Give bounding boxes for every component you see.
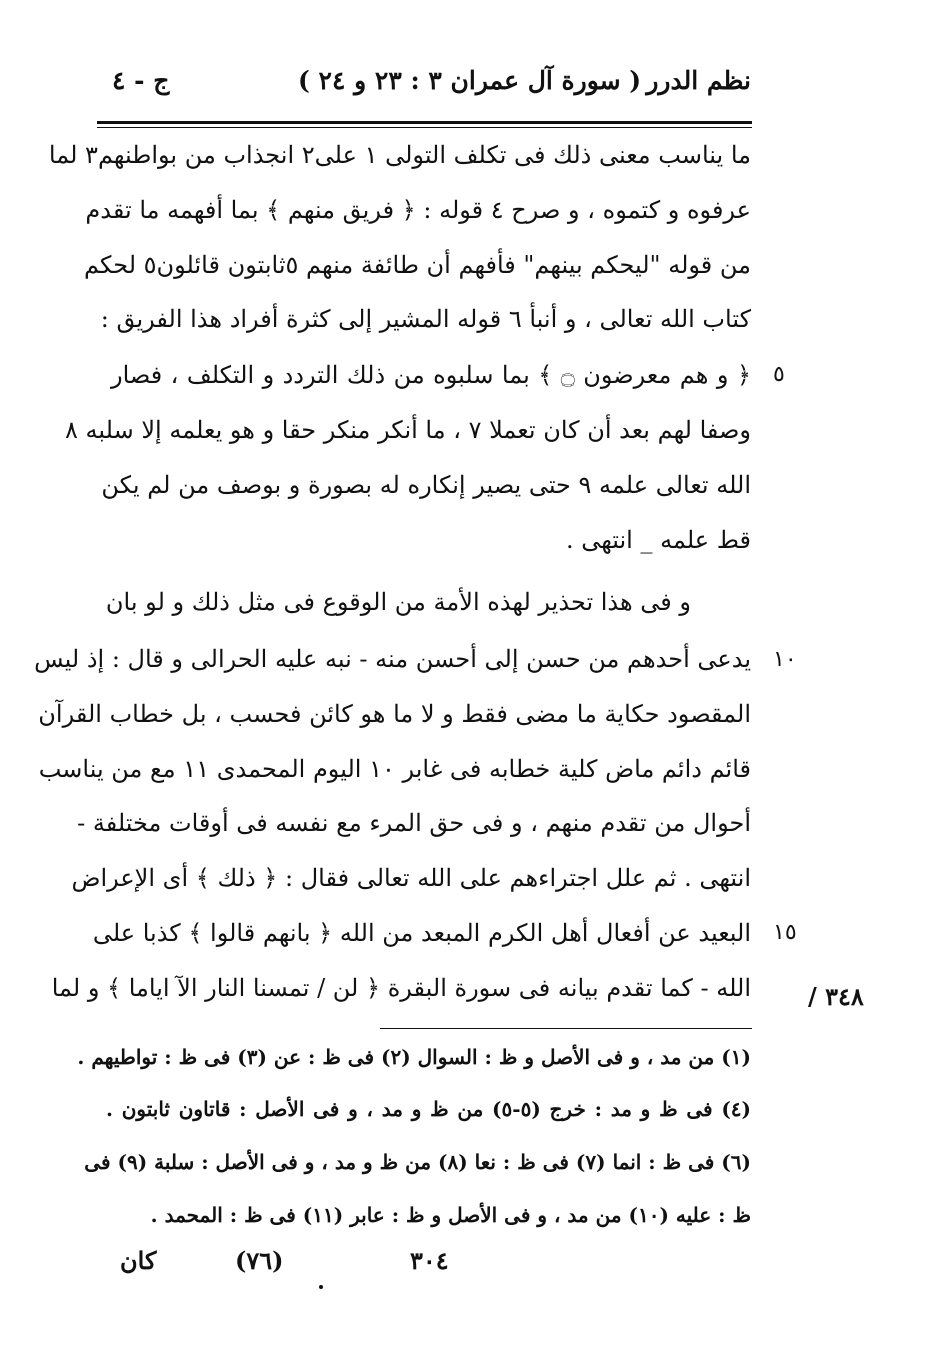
- header-rule: [97, 121, 752, 124]
- text-line-10: يدعى أحدهم من حسن إلى أحسن منه - نبه عليه الحرالى و قال : إذ ليس: [34, 645, 751, 673]
- text-line-2: عرفوه و كتموه ، و صرح ٤ قوله : ﴿ فريق منهم ﴾ بما أفهمه ما تقدم: [85, 196, 751, 224]
- footnote-line-2: (٤) فى ظ و مد : خرج (٥-٥) من ظ و مد ، و فى الأصل : قاتاون ثابتون .: [106, 1097, 751, 1121]
- text-line-12: قائم دائم ماض كلية خطابه فى غابر ١٠ اليوم المحمدى ١١ مع من يناسب: [38, 755, 751, 783]
- text-line-8: قط علمه _ انتهى .: [565, 526, 751, 554]
- book-title: نظم الدرر: [646, 66, 751, 95]
- surah-reference: ( سورة آل عمران ٣ : ٢٣ و ٢٤ ): [298, 66, 642, 95]
- text-line-16: الله - كما تقدم بيانه فى سورة البقرة ﴿ لن / تمسنا النار الآ اياما ﴾ و لما: [51, 974, 751, 1002]
- footnote-line-1: (١) من مد ، و فى الأصل و ظ : السوال (٢) فى ظ : عن (٣) فى ظ : تواطيهم .: [77, 1045, 751, 1069]
- header-rule-thin: [97, 127, 752, 128]
- ink-dot: [319, 1285, 323, 1289]
- text-line-3: من قوله "ليحكم بينهم" فأفهم أن طائفة منهم ٥ثابتون قائلون٥ لحكم: [83, 251, 751, 279]
- footnote-line-3: (٦) فى ظ : انما (٧) فى ظ : نعا (٨) من ظ و مد ، و فى الأصل : سلبة (٩) فى: [84, 1150, 751, 1174]
- footnote-rule: [380, 1028, 752, 1029]
- text-line-11: المقصود حكاية ما مضى فقط و لا ما هو كائن فحسب ، بل خطاب القرآن: [38, 700, 751, 728]
- margin-reference: ٣٤٨ /: [808, 982, 864, 1011]
- text-line-5: ﴿ و هم معرضون ۝ ﴾ بما سلبوه من ذلك التردد و التكلف ، فصار: [111, 361, 751, 389]
- catchword: كان: [120, 1246, 157, 1275]
- text-line-1: ما يناسب معنى ذلك فى تكلف التولى ١ على٢ انجذاب من بواطنهم٣ لما: [48, 141, 751, 169]
- text-line-4: كتاب الله تعالى ، و أنبأ ٦ قوله المشير إلى كثرة أفراد هذا الفريق :: [100, 305, 751, 333]
- text-line-15: البعيد عن أفعال أهل الكرم المبعد من الله ﴿ بانهم قالوا ﴾ كذبا على: [92, 919, 751, 947]
- text-line-9: و فى هذا تحذير لهذه الأمة من الوقوع فى مثل ذلك و لو بان: [105, 588, 691, 616]
- page-number: ٣٠٤: [410, 1246, 449, 1275]
- text-line-7: الله تعالى علمه ٩ حتى يصير إنكاره له بصورة و بوصف من لم يكن: [101, 471, 751, 499]
- line-number-15: ١٥: [773, 920, 797, 945]
- line-number-10: ١٠: [773, 647, 797, 672]
- text-line-14: انتهى . ثم علل اجتراءهم على الله تعالى فقال : ﴿ ذلك ﴾ أى الإعراض: [71, 864, 751, 892]
- text-line-6: وصفا لهم بعد أن كان تعملا ٧ ، ما أنكر منكر حقا و هو يعلمه إلا سلبه ٨: [65, 416, 751, 444]
- footnote-line-4: ظ : عليه (١٠) من مد ، و فى الأصل و ظ : عابر (١١) فى ظ : المحمد .: [150, 1203, 751, 1227]
- bracket-number: (٧٦): [235, 1246, 284, 1275]
- text-line-13: أحوال من تقدم منهم ، و فى حق المرء مع نفسه فى أوقات مختلفة -: [77, 809, 751, 837]
- volume-label: ج - ٤: [112, 66, 170, 95]
- line-number-5: ٥: [773, 362, 785, 387]
